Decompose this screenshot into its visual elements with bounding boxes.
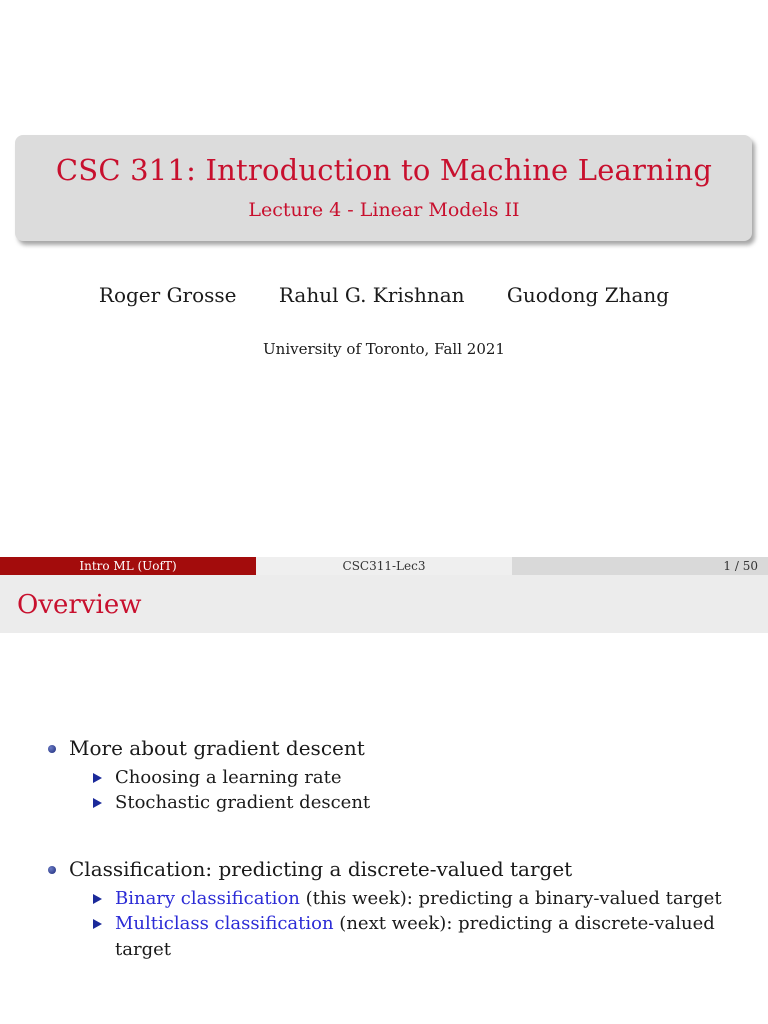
term-binary-classification: Binary classification [115, 888, 300, 909]
footer-page [512, 557, 768, 575]
triangle-bullet-icon [93, 894, 102, 904]
page-number: 1 / 50 [723, 559, 758, 573]
title-box [15, 135, 752, 241]
bullet-dot-icon [48, 866, 56, 874]
footer-lecture: CSC311-Lec3 [256, 557, 512, 575]
slide-title: CSC 311: Introduction to Machine Learning [55, 153, 713, 187]
triangle-bullet-icon [93, 773, 102, 783]
footer-course: Intro ML (UofT) [0, 557, 256, 575]
bullet-dot-icon [48, 745, 56, 753]
affiliation: University of Toronto, Fall 2021 [263, 340, 505, 358]
term-multiclass-classification: Multiclass classification [115, 913, 334, 934]
author-2: Rahul G. Krishnan [278, 283, 465, 307]
slide-footer [0, 557, 768, 575]
frame-title: Overview [17, 590, 142, 620]
author-1: Roger Grosse [98, 283, 237, 307]
author-3: Guodong Zhang [506, 283, 670, 307]
triangle-bullet-icon [93, 798, 102, 808]
slide-subtitle: Lecture 4 - Linear Models II [248, 199, 520, 221]
triangle-bullet-icon [93, 919, 102, 929]
authors [0, 283, 768, 307]
